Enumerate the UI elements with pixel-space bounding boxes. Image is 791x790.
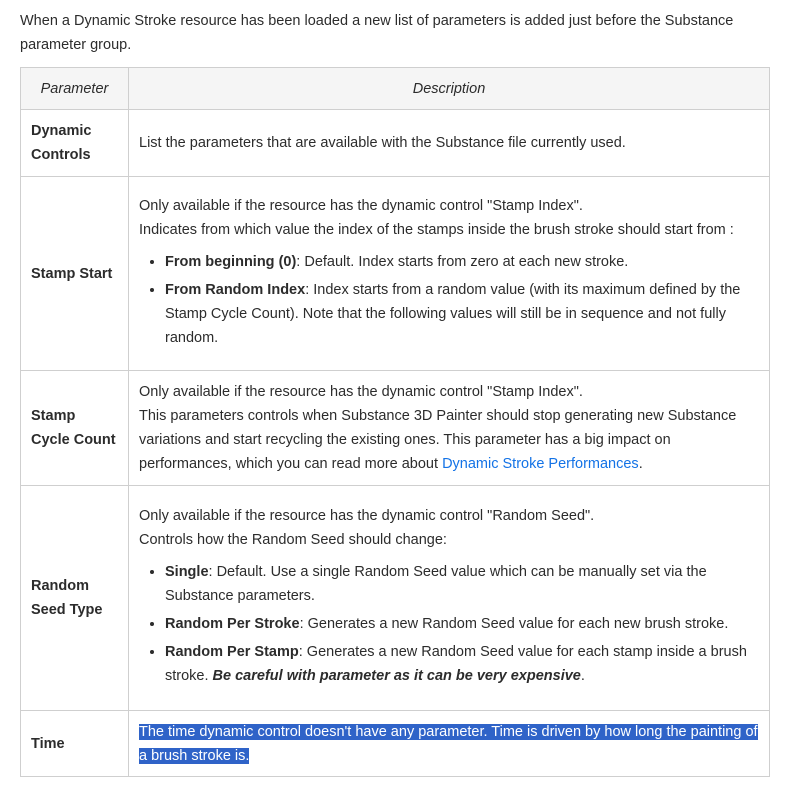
option-term: Random Per Stroke (165, 616, 300, 632)
list-item (165, 278, 759, 350)
description-line: Only available if the resource has the dynamic control "Random Seed". (139, 508, 595, 524)
dynamic-stroke-performances-link[interactable]: Dynamic Stroke Performances (442, 456, 639, 472)
param-description (129, 371, 770, 486)
description-line: Indicates from which value the index of the stamps inside the brush stroke should start from : (139, 221, 734, 238)
description-line: Only available if the resource has the dynamic control "Stamp Index". (139, 197, 583, 214)
table-row-stamp-cycle-count (21, 371, 770, 486)
option-term: Single (165, 564, 209, 580)
description-line: Only available if the resource has the dynamic control "Stamp Index". (139, 384, 583, 400)
option-term: From Random Index (165, 281, 306, 298)
text-after-link: . (638, 456, 643, 472)
table-header-row (21, 68, 770, 110)
option-list (139, 250, 759, 350)
table-row-stamp-start (21, 177, 770, 371)
option-term: From beginning (0) (165, 253, 297, 270)
header-description: Description (129, 68, 770, 110)
param-name: Stamp Cycle Count (21, 371, 129, 486)
description-line: Controls how the Random Seed should change: (139, 532, 447, 548)
param-name: Dynamic Controls (21, 110, 129, 177)
param-description (129, 110, 770, 177)
text-before-link: This parameters controls when Substance 3D Painter should stop generating new Substance variations and start recycling the existing ones. This parameter has a big impact on performances, which you can read more about (139, 408, 737, 472)
list-item (165, 612, 759, 636)
option-text: : Default. Use a single Random Seed value which can be manually set via the Substance parameters. (165, 564, 707, 604)
list-item (165, 250, 759, 274)
param-name: Time (21, 711, 129, 777)
description-line: List the parameters that are available with the Substance file currently used. (139, 135, 626, 151)
option-tail: . (580, 668, 585, 684)
selected-text[interactable]: The time dynamic control doesn't have any parameter. Time is driven by how long the painting of a brush stroke is. (139, 723, 758, 764)
param-description (129, 177, 770, 371)
description-line (139, 720, 759, 768)
param-name: Random Seed Type (21, 486, 129, 711)
option-text: : Index starts from a random value (with its maximum defined by the Stamp Cycle Count). Note that the following values will still be in sequence and not fully random. (165, 281, 741, 346)
param-description (129, 486, 770, 711)
table-row-dynamic-controls (21, 110, 770, 177)
param-description (129, 711, 770, 777)
parameters-table (20, 67, 770, 777)
option-term: Random Per Stamp (165, 644, 299, 660)
warning-text: Be careful with parameter as it can be very expensive (212, 668, 581, 684)
param-name: Stamp Start (21, 177, 129, 371)
intro-paragraph: When a Dynamic Stroke resource has been loaded a new list of parameters is added just before the Substance parameter group. (20, 13, 734, 53)
option-text: : Generates a new Random Seed value for each stamp inside a brush stroke. (165, 644, 747, 684)
option-list (139, 560, 759, 688)
list-item (165, 640, 759, 688)
list-item (165, 560, 759, 608)
description-paragraph (139, 404, 759, 476)
header-parameter: Parameter (21, 68, 129, 110)
option-text: : Generates a new Random Seed value for each new brush stroke. (299, 616, 729, 632)
option-text: : Default. Index starts from zero at each new stroke. (296, 253, 629, 270)
table-row-time (21, 711, 770, 777)
table-row-random-seed-type (21, 486, 770, 711)
